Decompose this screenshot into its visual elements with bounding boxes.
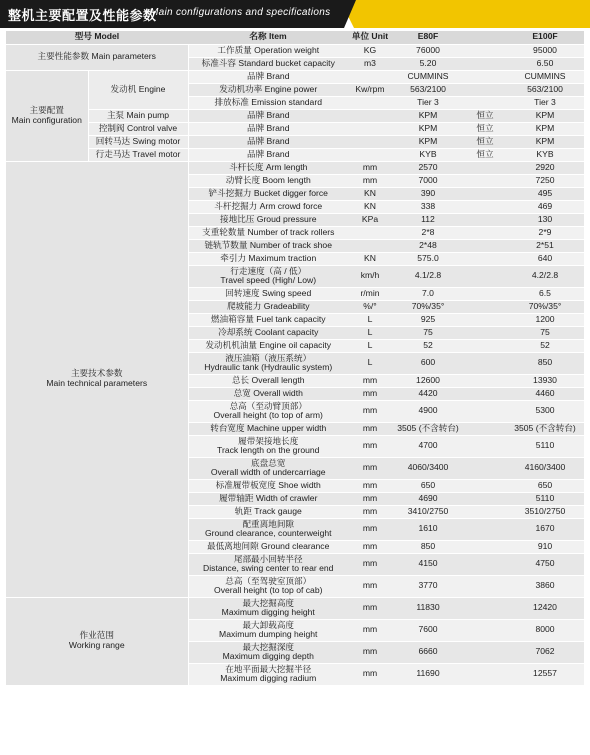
spec-item-cn: 尾部最小回转半径 [233, 553, 303, 564]
spec-value-e80f: 850 [392, 540, 464, 553]
spec-extra: 恒立 [464, 148, 506, 161]
spec-unit: km/h [348, 265, 392, 287]
spec-item-cn: 在地平面最大挖掘半径 [225, 663, 312, 674]
spec-value-e80f: KPM [392, 135, 464, 148]
spec-item: 最低离地间隙 Ground clearance [188, 540, 348, 553]
spec-value-e100f: 6.5 [506, 287, 584, 300]
spec-unit: mm [348, 505, 392, 518]
spec-extra [464, 374, 506, 387]
spec-item: 排放标准 Emission standard [188, 96, 348, 109]
spec-value-e80f: 52 [392, 339, 464, 352]
spec-value-e100f: 2*51 [506, 239, 584, 252]
spec-unit [348, 239, 392, 252]
spec-item: 牵引力 Maximum traction [188, 252, 348, 265]
spec-extra [464, 619, 506, 641]
spec-item: 斗杆挖掘力 Arm crowd force [188, 200, 348, 213]
spec-item: 总宽 Overall width [188, 387, 348, 400]
section-work-cn: 作业范围 [79, 630, 114, 641]
spec-extra [464, 553, 506, 575]
spec-item-cn: 配重离地间隙 [242, 518, 295, 529]
sub-travel-motor: 行走马达 Travel motor [95, 148, 181, 159]
spec-value-e80f: 75 [392, 326, 464, 339]
spec-value-e80f: 112 [392, 213, 464, 226]
section-main-params-cell [6, 44, 188, 70]
spec-row [6, 122, 584, 135]
spec-value-e100f: 563/2100 [506, 83, 584, 96]
spec-extra [464, 479, 506, 492]
spec-value-e100f: Tier 3 [506, 96, 584, 109]
spec-value-e100f: 75 [506, 326, 584, 339]
spec-item: 总长 Overall length [188, 374, 348, 387]
sub-travel-motor-cell [88, 148, 188, 161]
spec-unit: mm [348, 518, 392, 540]
section-main-params: 主要性能参数 Main parameters [37, 51, 156, 62]
spec-item-en: Overall width of undercarriage [210, 467, 326, 477]
spec-unit [348, 109, 392, 122]
spec-item: 品牌 Brand [188, 109, 348, 122]
spec-item: 发动机机油量 Engine oil capacity [188, 339, 348, 352]
spec-value-e80f: 76000 [392, 44, 464, 57]
spec-value-e80f: 2570 [392, 161, 464, 174]
spec-item: 品牌 Brand [188, 122, 348, 135]
spec-unit [348, 122, 392, 135]
spec-value-e100f: KYB [506, 148, 584, 161]
spec-value-e100f: 12557 [506, 663, 584, 685]
spec-row [6, 148, 584, 161]
spec-value-e80f: 2*8 [392, 226, 464, 239]
spec-extra [464, 70, 506, 83]
spec-item [188, 265, 348, 287]
spec-item [188, 435, 348, 457]
spec-item-en: Maximum digging depth [222, 651, 314, 661]
spec-unit: mm [348, 387, 392, 400]
spec-row [6, 135, 584, 148]
spec-value-e80f: 575.0 [392, 252, 464, 265]
spec-value-e80f: KYB [392, 148, 464, 161]
spec-unit: Kw/rpm [348, 83, 392, 96]
spec-value-e80f: 12600 [392, 374, 464, 387]
spec-unit: r/min [348, 287, 392, 300]
spec-item [188, 457, 348, 479]
spec-unit: L [348, 326, 392, 339]
spec-value-e100f: 95000 [506, 44, 584, 57]
spec-unit: mm [348, 641, 392, 663]
header-title-en: Main configurations and specifications [150, 7, 331, 18]
spec-value-e100f: KPM [506, 135, 584, 148]
spec-row [6, 161, 584, 174]
spec-item: 转台宽度 Machine upper width [188, 422, 348, 435]
spec-extra [464, 57, 506, 70]
spec-item-cn: 最大挖掘高度 [242, 597, 295, 608]
spec-unit [348, 70, 392, 83]
spec-extra [464, 663, 506, 685]
spec-item: 工作质量 Operation weight [188, 44, 348, 57]
spec-unit: m3 [348, 57, 392, 70]
spec-value-e80f: 650 [392, 479, 464, 492]
section-main-config-cn: 主要配置 [29, 104, 64, 115]
spec-item: 链轨节数量 Number of track shoe [188, 239, 348, 252]
spec-value-e80f: 4690 [392, 492, 464, 505]
spec-value-e80f: 3770 [392, 575, 464, 597]
spec-item [188, 575, 348, 597]
spec-value-e80f: 1610 [392, 518, 464, 540]
spec-value-e100f: 5300 [506, 400, 584, 422]
spec-unit: KN [348, 252, 392, 265]
spec-unit: mm [348, 400, 392, 422]
spec-unit: L [348, 313, 392, 326]
spec-value-e100f: 5110 [506, 435, 584, 457]
spec-value-e100f: 7250 [506, 174, 584, 187]
spec-value-e100f: KPM [506, 109, 584, 122]
spec-extra: 恒立 [464, 122, 506, 135]
spec-extra [464, 239, 506, 252]
spec-value-e100f: 52 [506, 339, 584, 352]
sub-engine-cell [88, 70, 188, 109]
col-e80f: E80F [392, 31, 464, 44]
spec-value-e80f: 7000 [392, 174, 464, 187]
spec-item [188, 553, 348, 575]
spec-unit [348, 96, 392, 109]
spec-value-e80f: 2*48 [392, 239, 464, 252]
spec-item: 品牌 Brand [188, 148, 348, 161]
sub-main-pump: 主泵 Main pump [106, 109, 170, 120]
col-unit: 单位 Unit [348, 31, 392, 44]
spec-unit: mm [348, 479, 392, 492]
spec-item: 标准斗容 Standard bucket capacity [188, 57, 348, 70]
section-main-config-cell [6, 70, 88, 161]
spec-value-e100f: 7062 [506, 641, 584, 663]
spec-unit: mm [348, 457, 392, 479]
spec-value-e80f: KPM [392, 109, 464, 122]
section-tech-en: Main technical parameters [46, 378, 148, 388]
spec-value-e80f: 4060/3400 [392, 457, 464, 479]
spec-extra [464, 518, 506, 540]
spec-value-e100f: 6.50 [506, 57, 584, 70]
spec-item-en: Distance, swing center to rear end [203, 563, 334, 573]
spec-item: 燃油箱容量 Fuel tank capacity [188, 313, 348, 326]
spec-row [6, 597, 584, 619]
spec-unit: %/° [348, 300, 392, 313]
spec-extra [464, 83, 506, 96]
spec-item: 斗杆长度 Arm length [188, 161, 348, 174]
spec-value-e80f: 7600 [392, 619, 464, 641]
spec-item: 标准履带板宽度 Shoe width [188, 479, 348, 492]
spec-item [188, 619, 348, 641]
spec-item-cn: 总高（至动臂顶部） [229, 400, 307, 411]
spec-item-en: Overall height (to top of cab) [214, 585, 323, 595]
spec-item-en: Track length on the ground [217, 445, 320, 455]
spec-value-e80f: 11690 [392, 663, 464, 685]
spec-extra [464, 575, 506, 597]
spec-unit: KN [348, 200, 392, 213]
spec-unit: mm [348, 663, 392, 685]
spec-item: 冷却系统 Coolant capacity [188, 326, 348, 339]
spec-value-e80f: 3505 (不含转台) [392, 422, 464, 435]
spec-unit: mm [348, 619, 392, 641]
spec-value-e80f: 4900 [392, 400, 464, 422]
spec-value-e100f: 495 [506, 187, 584, 200]
spec-item: 爬坡能力 Gradeability [188, 300, 348, 313]
spec-extra [464, 387, 506, 400]
spec-item: 回转速度 Swing speed [188, 287, 348, 300]
spec-item-en: Maximum dumping height [219, 629, 318, 639]
spec-extra [464, 435, 506, 457]
spec-value-e100f: 130 [506, 213, 584, 226]
section-work-en: Working range [68, 640, 125, 650]
spec-unit: mm [348, 575, 392, 597]
spec-extra [464, 226, 506, 239]
spec-extra [464, 200, 506, 213]
spec-extra [464, 492, 506, 505]
spec-value-e80f: 600 [392, 352, 464, 374]
spec-extra [464, 161, 506, 174]
spec-item-cn: 履带架接地长度 [238, 435, 299, 446]
spec-value-e80f: 11830 [392, 597, 464, 619]
section-tech-cell [6, 161, 188, 597]
spec-value-e100f: 640 [506, 252, 584, 265]
spec-item-cn: 最大卸载高度 [242, 619, 295, 630]
spec-unit: mm [348, 161, 392, 174]
spec-extra: 恒立 [464, 109, 506, 122]
spec-value-e80f: 70%/35° [392, 300, 464, 313]
spec-value-e100f: 4160/3400 [506, 457, 584, 479]
spec-unit: mm [348, 597, 392, 619]
col-gap [464, 31, 506, 44]
spec-item-en: Maximum digging height [221, 607, 315, 617]
spec-item-en: Maximum digging radium [220, 673, 317, 683]
spec-value-e100f: 70%/35° [506, 300, 584, 313]
spec-item: 接地比压 Groud pressure [188, 213, 348, 226]
spec-value-e80f: 925 [392, 313, 464, 326]
spec-item: 履带轴距 Width of crawler [188, 492, 348, 505]
col-model: 型号 Model [6, 31, 188, 44]
col-e100f: E100F [506, 31, 584, 44]
spec-value-e100f: 8000 [506, 619, 584, 641]
header-title-cn: 整机主要配置及性能参数 [8, 8, 157, 23]
spec-extra [464, 400, 506, 422]
spec-unit: L [348, 352, 392, 374]
spec-item-cn: 总高（至驾驶室顶部） [225, 575, 312, 586]
spec-unit: L [348, 339, 392, 352]
spec-extra [464, 265, 506, 287]
spec-value-e100f: 1670 [506, 518, 584, 540]
spec-extra [464, 326, 506, 339]
spec-value-e100f: 12420 [506, 597, 584, 619]
col-item: 名称 Item [188, 31, 348, 44]
spec-value-e100f: 5110 [506, 492, 584, 505]
spec-item: 发动机功率 Engine power [188, 83, 348, 96]
spec-unit: KN [348, 187, 392, 200]
spec-item-en: Travel speed (High/ Low) [220, 275, 317, 285]
spec-value-e80f: 4150 [392, 553, 464, 575]
spec-item [188, 663, 348, 685]
spec-value-e80f: 563/2100 [392, 83, 464, 96]
spec-extra [464, 300, 506, 313]
spec-value-e80f: KPM [392, 122, 464, 135]
spec-extra [464, 252, 506, 265]
spec-value-e100f: 4750 [506, 553, 584, 575]
spec-value-e80f: 3410/2750 [392, 505, 464, 518]
section-work-cell [6, 597, 188, 685]
spec-item [188, 597, 348, 619]
spec-table [6, 31, 584, 686]
spec-item-en: Hydraulic tank (Hydraulic system) [204, 362, 333, 372]
spec-value-e100f: 650 [506, 479, 584, 492]
spec-value-e100f: 910 [506, 540, 584, 553]
spec-value-e100f: 4460 [506, 387, 584, 400]
spec-item: 铲斗挖掘力 Bucket digger force [188, 187, 348, 200]
spec-value-e80f: Tier 3 [392, 96, 464, 109]
spec-value-e80f: CUMMINS [392, 70, 464, 83]
spec-unit: mm [348, 422, 392, 435]
spec-extra [464, 597, 506, 619]
spec-value-e100f: 850 [506, 352, 584, 374]
spec-unit [348, 148, 392, 161]
spec-item-en: Ground clearance, counterweight [204, 528, 332, 538]
spec-item: 支重轮数量 Number of track rollers [188, 226, 348, 239]
spec-item-cn: 液压油箱（液压系统） [225, 352, 312, 363]
spec-value-e80f: 338 [392, 200, 464, 213]
spec-value-e80f: 4700 [392, 435, 464, 457]
spec-extra [464, 313, 506, 326]
sub-main-pump-cell [88, 109, 188, 122]
spec-value-e100f: 2*9 [506, 226, 584, 239]
spec-row [6, 70, 584, 83]
spec-item: 轨距 Track gauge [188, 505, 348, 518]
spec-unit: mm [348, 435, 392, 457]
spec-unit: KPa [348, 213, 392, 226]
spec-extra [464, 187, 506, 200]
spec-value-e100f: 4.2/2.8 [506, 265, 584, 287]
spec-value-e100f: CUMMINS [506, 70, 584, 83]
spec-item: 品牌 Brand [188, 135, 348, 148]
spec-value-e80f: 4.1/2.8 [392, 265, 464, 287]
spec-value-e100f: 3860 [506, 575, 584, 597]
spec-unit: mm [348, 492, 392, 505]
spec-unit: KG [348, 44, 392, 57]
spec-value-e100f: 1200 [506, 313, 584, 326]
spec-extra [464, 174, 506, 187]
spec-extra [464, 287, 506, 300]
spec-value-e100f: 469 [506, 200, 584, 213]
spec-extra [464, 540, 506, 553]
spec-item: 动臂长度 Boom length [188, 174, 348, 187]
page-header [0, 0, 590, 28]
spec-extra [464, 44, 506, 57]
spec-value-e80f: 6660 [392, 641, 464, 663]
spec-item-cn: 底盘总宽 [251, 457, 286, 468]
spec-value-e80f: 4420 [392, 387, 464, 400]
sub-control-valve: 控制阀 Control valve [98, 122, 178, 133]
spec-unit [348, 226, 392, 239]
spec-value-e80f: 390 [392, 187, 464, 200]
spec-extra [464, 422, 506, 435]
section-tech-cn: 主要技术参数 [70, 368, 123, 379]
sub-swing-motor-cell [88, 135, 188, 148]
spec-unit: mm [348, 553, 392, 575]
spec-item-cn: 最大挖掘深度 [242, 641, 295, 652]
spec-extra: 恒立 [464, 135, 506, 148]
spec-item [188, 641, 348, 663]
spec-item-cn: 行走速度（高 / 低） [230, 265, 307, 276]
spec-item [188, 352, 348, 374]
spec-value-e80f: 7.0 [392, 287, 464, 300]
sub-control-valve-cell [88, 122, 188, 135]
spec-unit: mm [348, 374, 392, 387]
section-main-config-en: Main configuration [11, 114, 82, 125]
spec-extra [464, 457, 506, 479]
spec-extra [464, 339, 506, 352]
sub-swing-motor: 回转马达 Swing motor [95, 135, 181, 146]
spec-row [6, 109, 584, 122]
spec-unit: mm [348, 540, 392, 553]
spec-extra [464, 96, 506, 109]
spec-extra [464, 641, 506, 663]
spec-extra [464, 505, 506, 518]
sub-engine: 发动机 Engine [110, 83, 166, 94]
spec-item-en: Overall height (to top of arm) [213, 410, 323, 420]
header-accent-band [340, 0, 590, 28]
spec-item [188, 518, 348, 540]
spec-item: 品牌 Brand [188, 70, 348, 83]
spec-extra [464, 352, 506, 374]
spec-value-e100f: 3505 (不含转台) [506, 422, 584, 435]
spec-value-e80f: 5.20 [392, 57, 464, 70]
spec-row [6, 44, 584, 57]
spec-extra [464, 213, 506, 226]
table-header-row [6, 31, 584, 44]
spec-unit: mm [348, 174, 392, 187]
spec-value-e100f: 3510/2750 [506, 505, 584, 518]
spec-value-e100f: 13930 [506, 374, 584, 387]
spec-value-e100f: 2920 [506, 161, 584, 174]
spec-item [188, 400, 348, 422]
spec-unit [348, 135, 392, 148]
spec-value-e100f: KPM [506, 122, 584, 135]
